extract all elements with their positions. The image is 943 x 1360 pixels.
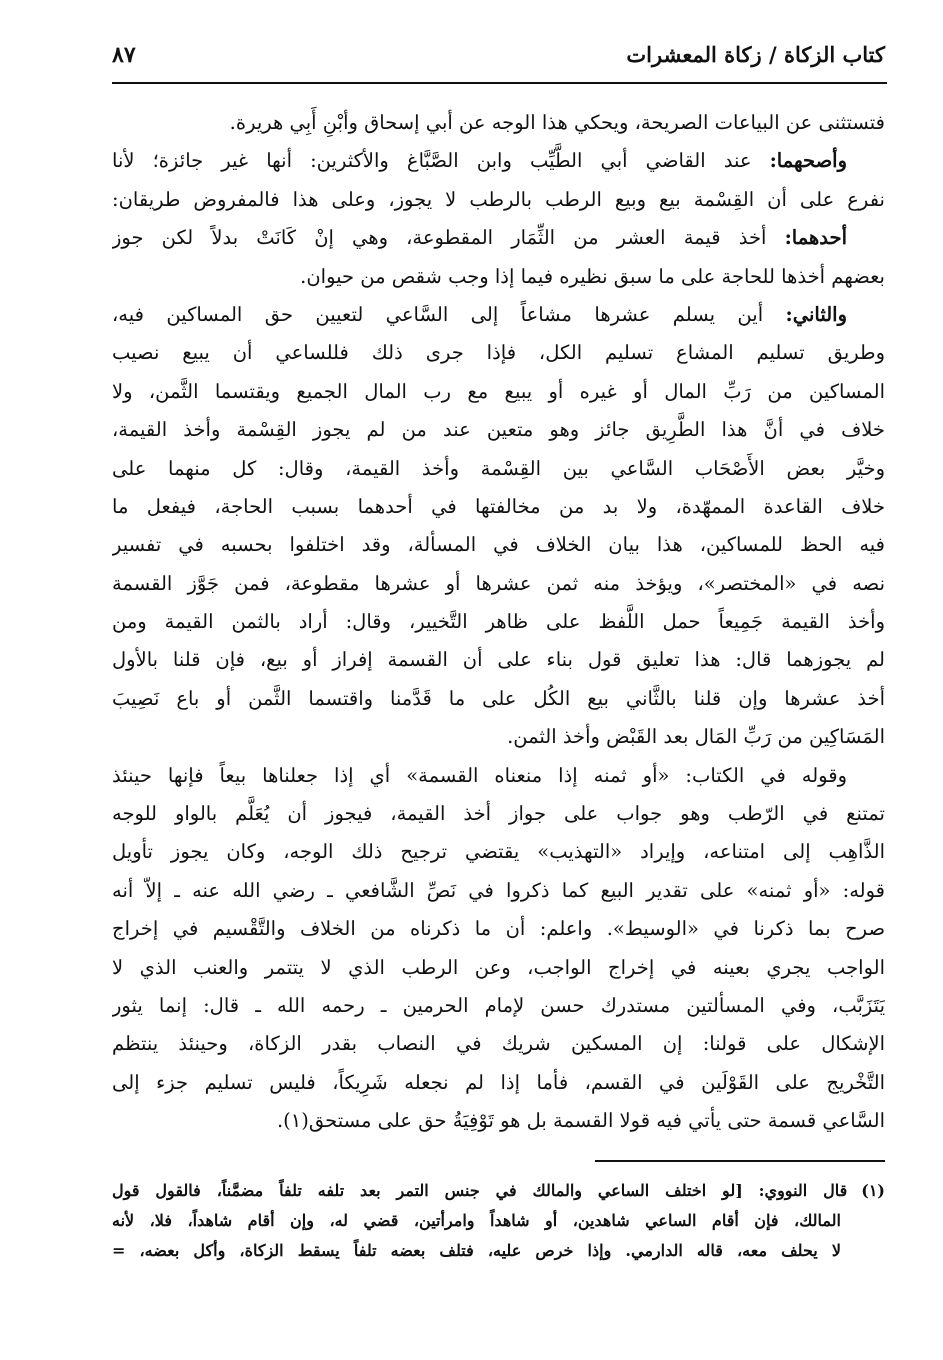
line-text: وطريق تسليم المشاع تسليم الكل، فإذا جرى ذلك فللساعي أن يبيع نصيب xyxy=(112,341,885,365)
text-line xyxy=(112,526,885,564)
text-line xyxy=(112,795,885,833)
line-text: الذَّاهِب إلى امتناعه، وإيراد «التهذيب» يقتضي ترجيح ذلك الوجه، وكان يجوز تأويل xyxy=(112,840,885,864)
footnote-line: المالك، فإن أقام الساعي شاهدين، أو شاهداً وامرأتين، قضي له، وإن أقام شاهداً، فلا، لأنه xyxy=(112,1211,841,1230)
text-line xyxy=(112,411,885,449)
text-line xyxy=(112,680,885,718)
line-text: الواجب يجري بعينه في إخراج الواجب، وعن الرطب الذي لا يتتمر والعنب الذي لا xyxy=(112,955,885,979)
line-text: لم يجوزهما قال: هذا تعليق قول بناء على أن القسمة إفراز أو بيع، فإن قلنا بالأول xyxy=(112,648,885,672)
line-text: التَّخْريج على القَوْلَين في القسم، فأما إذا لم نجعله شَرِيكاً، فليس تسليم جزء إلى xyxy=(112,1070,885,1094)
line-text: المَسَاكِين من رَبِّ المَال بعد القَبْض وأخذ الثمن. xyxy=(507,725,885,749)
text-line xyxy=(112,565,885,603)
text-line xyxy=(112,1025,885,1063)
text-line xyxy=(112,949,885,987)
text-line xyxy=(112,1102,885,1140)
footnote-line xyxy=(112,1176,885,1206)
text-line xyxy=(112,258,885,296)
lead-term: والثاني: xyxy=(785,302,847,326)
text-line xyxy=(112,833,885,871)
line-text: الإشكال على قولنا: إن المسكين شريك في النصاب بقدر الزكاة، وحينئذ ينتظم xyxy=(112,1032,885,1056)
line-text: وخيَّر بعض الأَصْحَاب السَّاعي بين القِسْمة وأخذ القيمة، وقال: كل منهما على xyxy=(112,456,885,480)
main-text xyxy=(112,104,885,1141)
footnote-line: لا يحلف معه، قاله الدارمي. وإذا خرص عليه، فتلف بعضه تلفاً يسقط الزكاة، وأكل بعضه، = xyxy=(112,1241,842,1260)
line-text: السَّاعي قسمة حتى يأتي فيه قولا القسمة بل هو تَوْفِيَةُ حق على مستحق(١). xyxy=(276,1109,885,1133)
line-text: وأخذ القيمة جَمِيعاً حمل اللَّفظ على ظاهر التَّخيير، وقال: أراد بالثمن القيمة ومن xyxy=(112,610,885,634)
text-line xyxy=(112,910,885,948)
header-rule xyxy=(112,82,887,84)
text-line xyxy=(112,641,885,679)
text-line xyxy=(112,142,885,180)
line-text: نفرع على أن القِسْمة بيع وبيع الرطب بالرطب لا يجوز، وعلى هذا فالمفروض طريقان: xyxy=(112,187,885,211)
line-text: خلاف في أنَّ هذا الطَّرِيق جائز وهو متعين عند من لم يجوز القِسْمة وأخذ القيمة، xyxy=(112,418,885,442)
line-text: فيه الحظ للمساكين، هذا بيان الخلاف في المسألة، وقد اختلفوا بحسبه في تفسير xyxy=(112,533,885,557)
footnote-rule xyxy=(595,1160,885,1162)
line-text: وقوله في الكتاب: «أو ثمنه إذا منعناه القسمة» أي إذا جعلناها بيعاً فإنها حينئذ xyxy=(112,763,847,787)
text-line xyxy=(112,987,885,1025)
line-text: صرح بما ذكرنا في «الوسيط». واعلم: أن ما ذكرناه من الخلاف والتَّقْسيم في إخراج xyxy=(112,917,885,941)
text-line xyxy=(112,488,885,526)
chapter-title: كتاب الزكاة / زكاة المعشرات xyxy=(626,42,885,67)
text-line xyxy=(112,181,885,219)
text-line xyxy=(112,334,885,372)
line-text: تمتنع في الرّطب وهو جواب على جواز أخذ القيمة، فيجوز أن يُعَلَّم بالواو للوجه xyxy=(112,802,885,826)
line-text: خلاف القاعدة الممهّدة، ولا بد من مخالفتها في أحدهما بسبب الحاجة، فيفعل ما xyxy=(112,494,885,518)
footnote-text: قال النووي: [لو اختلف الساعي والمالك في جنس التمر بعد تلفه تلفاً مضمَّناً، فالقول قول xyxy=(112,1181,848,1200)
text-line xyxy=(112,757,885,795)
text-line xyxy=(112,104,885,142)
line-text: أخذ قيمة العشر من الثِّمَار المقطوعة، وهي إنْ كَانَتْ بدلاً لكن جوز xyxy=(112,226,785,250)
line-text: أخذ عشرها وإن قلنا بالثَّاني بيع الكُل على ما قَدَّمنا واقتسما الثَّمن أو باع نَصِيبَ xyxy=(112,686,885,710)
footnote xyxy=(112,1176,885,1266)
lead-term: وأصحهما: xyxy=(769,149,847,173)
text-line xyxy=(112,373,885,411)
text-line xyxy=(112,219,885,257)
text-line xyxy=(112,718,885,756)
line-text: نصه في «المختصر»، ويؤخذ منه ثمن عشرها أو عشرها مقطوعة، فمن جَوَّز القسمة xyxy=(112,571,885,595)
running-header xyxy=(112,42,885,76)
lead-term: أحدهما: xyxy=(784,226,847,250)
text-line xyxy=(112,450,885,488)
line-text: يَتَزَبَّب، وفي المسألتين مستدرك حسن لإمام الحرمين ـ رحمه الله ـ قال: إنما يثور xyxy=(112,993,885,1017)
line-text: المساكين من رَبِّ المال أو غيره أو يبيع مع رب المال الجميع ويقتسما الثَّمن، ولا xyxy=(112,379,885,403)
line-text: بعضهم أخذها للحاجة على ما سبق نظيره فيما إذا وجب شقص من حيوان. xyxy=(300,264,885,288)
text-line xyxy=(112,872,885,910)
line-text: قوله: «أو ثمنه» على تقدير البيع كما ذكروا في نَصِّ الشَّافعي ـ رضي الله عنه ـ إلاّ أنه xyxy=(112,878,885,902)
line-text: عند القاضي أبي الطَّيِّب وابن الصَّبَّاغ والأكثرين: أنها غير جائزة؛ لأنا xyxy=(112,149,770,173)
text-line xyxy=(112,1064,885,1102)
line-text: فتستثنى عن البياعات الصريحة، ويحكي هذا الوجه عن أبي إسحاق وأبْنِ أَبِي هريرة. xyxy=(229,111,885,134)
text-line xyxy=(112,296,885,334)
text-line xyxy=(112,603,885,641)
line-text: أين يسلم عشرها مشاعاً إلى السَّاعي لتعيين حق المساكين فيه، xyxy=(112,302,786,326)
footnote-marker: (١) xyxy=(861,1181,885,1200)
page-number: ٨٧ xyxy=(112,42,136,68)
